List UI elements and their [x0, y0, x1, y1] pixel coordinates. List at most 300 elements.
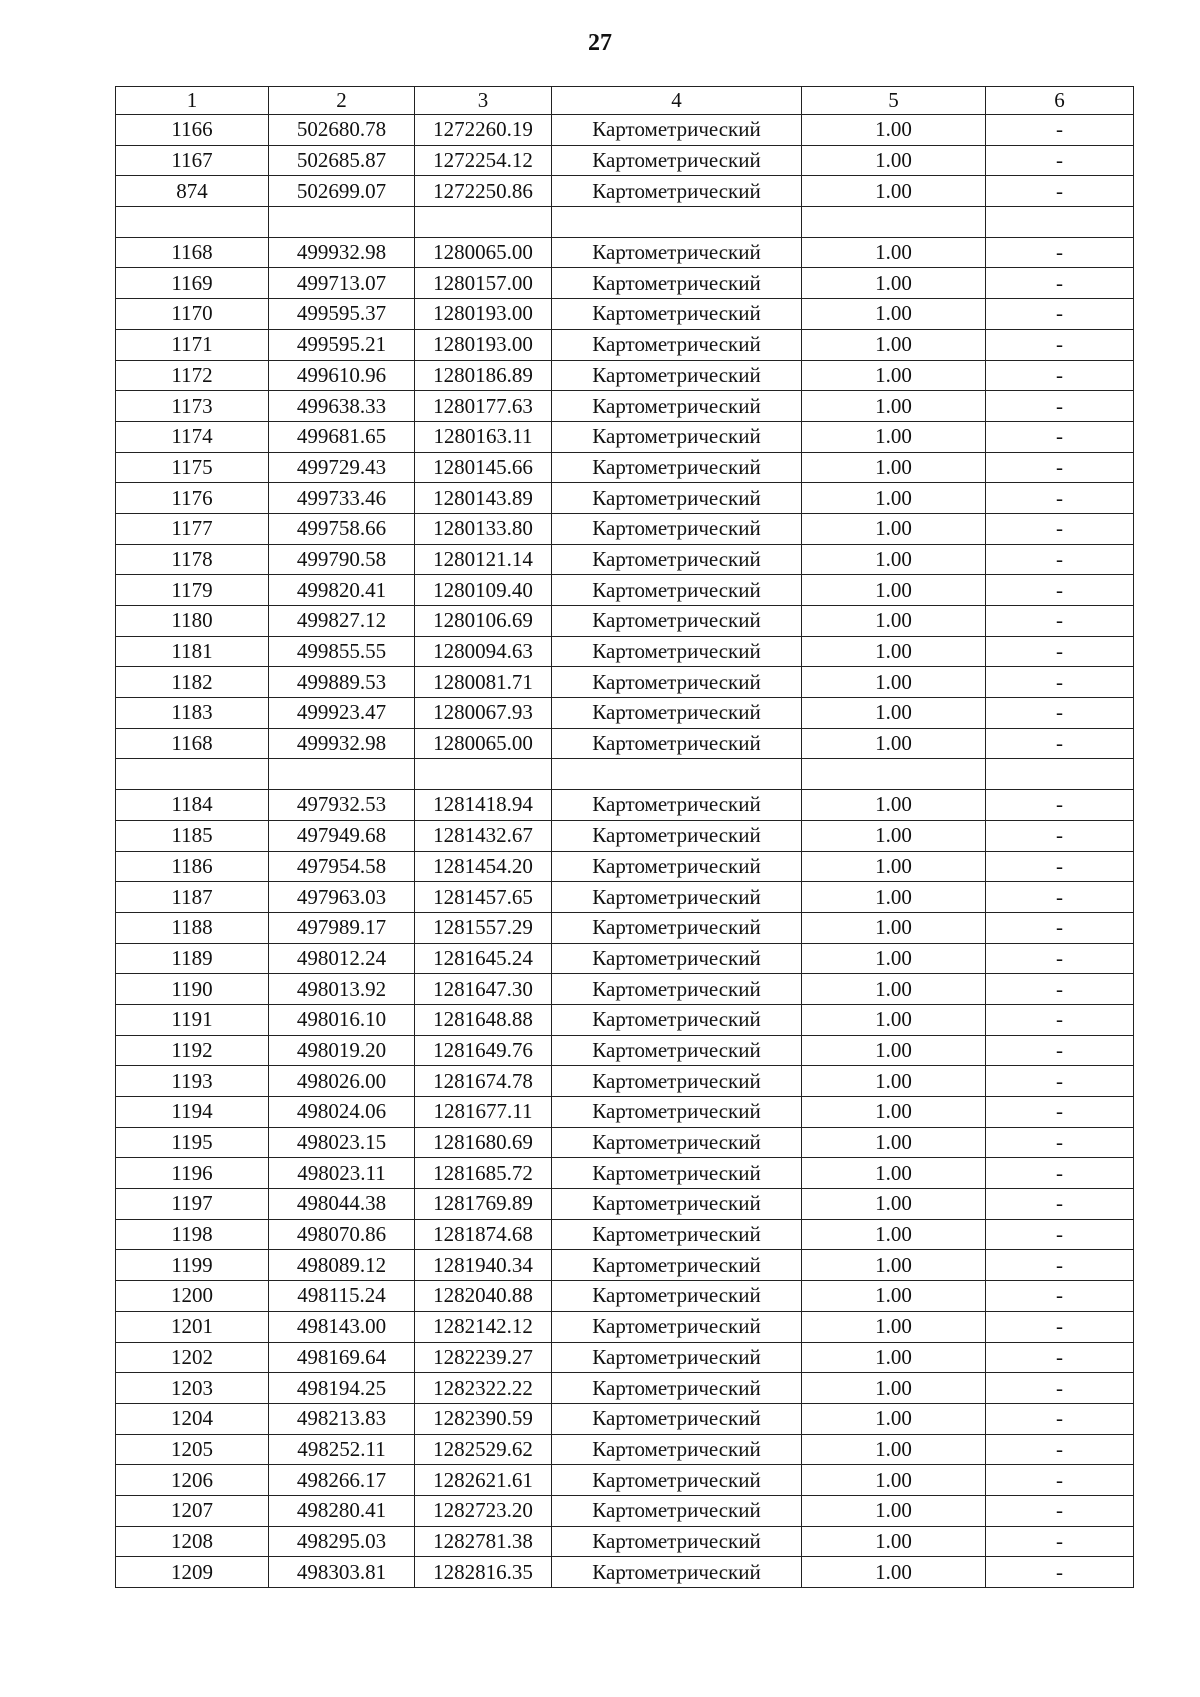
x-coordinate-cell: 499681.65: [269, 421, 415, 452]
method-cell: Картометрический: [552, 1250, 802, 1281]
note-cell: -: [986, 1557, 1134, 1588]
empty-cell: [802, 759, 986, 790]
accuracy-cell: 1.00: [802, 1342, 986, 1373]
note-cell: -: [986, 421, 1134, 452]
column-header: 1: [116, 87, 269, 115]
accuracy-cell: 1.00: [802, 391, 986, 422]
y-coordinate-cell: 1280157.00: [415, 268, 552, 299]
point-number-cell: 1177: [116, 513, 269, 544]
note-cell: -: [986, 1434, 1134, 1465]
table-row: [116, 421, 1134, 452]
accuracy-cell: 1.00: [802, 1127, 986, 1158]
x-coordinate-cell: 502685.87: [269, 145, 415, 176]
accuracy-cell: 1.00: [802, 912, 986, 943]
point-number-cell: 1167: [116, 145, 269, 176]
table-row: [116, 513, 1134, 544]
table-row: [116, 606, 1134, 637]
accuracy-cell: 1.00: [802, 329, 986, 360]
empty-cell: [986, 759, 1134, 790]
table-row: [116, 145, 1134, 176]
point-number-cell: 1189: [116, 943, 269, 974]
x-coordinate-cell: 499638.33: [269, 391, 415, 422]
method-cell: Картометрический: [552, 452, 802, 483]
note-cell: -: [986, 1066, 1134, 1097]
method-cell: Картометрический: [552, 606, 802, 637]
y-coordinate-cell: 1282723.20: [415, 1495, 552, 1526]
table-row: [116, 698, 1134, 729]
column-header: 2: [269, 87, 415, 115]
table-row: [116, 1127, 1134, 1158]
y-coordinate-cell: 1281769.89: [415, 1189, 552, 1220]
x-coordinate-cell: 497989.17: [269, 912, 415, 943]
empty-cell: [986, 207, 1134, 238]
method-cell: Картометрический: [552, 329, 802, 360]
x-coordinate-cell: 497949.68: [269, 820, 415, 851]
accuracy-cell: 1.00: [802, 636, 986, 667]
point-number-cell: 1172: [116, 360, 269, 391]
x-coordinate-cell: 498012.24: [269, 943, 415, 974]
accuracy-cell: 1.00: [802, 544, 986, 575]
point-number-cell: 1183: [116, 698, 269, 729]
method-cell: Картометрический: [552, 851, 802, 882]
x-coordinate-cell: 498303.81: [269, 1557, 415, 1588]
y-coordinate-cell: 1281645.24: [415, 943, 552, 974]
x-coordinate-cell: 499713.07: [269, 268, 415, 299]
accuracy-cell: 1.00: [802, 513, 986, 544]
table-row: [116, 1342, 1134, 1373]
accuracy-cell: 1.00: [802, 575, 986, 606]
note-cell: -: [986, 698, 1134, 729]
accuracy-cell: 1.00: [802, 1035, 986, 1066]
x-coordinate-cell: 497954.58: [269, 851, 415, 882]
point-number-cell: 1187: [116, 882, 269, 913]
point-number-cell: 1205: [116, 1434, 269, 1465]
x-coordinate-cell: 498194.25: [269, 1373, 415, 1404]
accuracy-cell: 1.00: [802, 115, 986, 146]
y-coordinate-cell: 1281557.29: [415, 912, 552, 943]
method-cell: Картометрический: [552, 421, 802, 452]
y-coordinate-cell: 1282239.27: [415, 1342, 552, 1373]
table-row: [116, 360, 1134, 391]
accuracy-cell: 1.00: [802, 943, 986, 974]
point-number-cell: 1190: [116, 974, 269, 1005]
point-number-cell: 1171: [116, 329, 269, 360]
point-number-cell: 1179: [116, 575, 269, 606]
y-coordinate-cell: 1281647.30: [415, 974, 552, 1005]
y-coordinate-cell: 1282390.59: [415, 1403, 552, 1434]
x-coordinate-cell: 498023.15: [269, 1127, 415, 1158]
y-coordinate-cell: 1280145.66: [415, 452, 552, 483]
empty-cell: [552, 207, 802, 238]
point-number-cell: 1174: [116, 421, 269, 452]
accuracy-cell: 1.00: [802, 606, 986, 637]
method-cell: Картометрический: [552, 698, 802, 729]
accuracy-cell: 1.00: [802, 1066, 986, 1097]
accuracy-cell: 1.00: [802, 1373, 986, 1404]
point-number-cell: 1186: [116, 851, 269, 882]
y-coordinate-cell: 1282142.12: [415, 1311, 552, 1342]
method-cell: Картометрический: [552, 667, 802, 698]
method-cell: Картометрический: [552, 1004, 802, 1035]
point-number-cell: 1180: [116, 606, 269, 637]
note-cell: -: [986, 1373, 1134, 1404]
point-number-cell: 1184: [116, 790, 269, 821]
coordinates-table: [115, 86, 1134, 1588]
method-cell: Картометрический: [552, 544, 802, 575]
x-coordinate-cell: 498295.03: [269, 1526, 415, 1557]
table-row: [116, 115, 1134, 146]
y-coordinate-cell: 1281685.72: [415, 1158, 552, 1189]
y-coordinate-cell: 1281680.69: [415, 1127, 552, 1158]
table-row: [116, 790, 1134, 821]
table-row: [116, 1557, 1134, 1588]
separator-row: [116, 207, 1134, 238]
accuracy-cell: 1.00: [802, 1219, 986, 1250]
point-number-cell: 1199: [116, 1250, 269, 1281]
method-cell: Картометрический: [552, 268, 802, 299]
table-row: [116, 268, 1134, 299]
y-coordinate-cell: 1280065.00: [415, 237, 552, 268]
note-cell: -: [986, 1097, 1134, 1128]
x-coordinate-cell: 498266.17: [269, 1465, 415, 1496]
y-coordinate-cell: 1281940.34: [415, 1250, 552, 1281]
accuracy-cell: 1.00: [802, 728, 986, 759]
note-cell: -: [986, 636, 1134, 667]
empty-cell: [269, 207, 415, 238]
method-cell: Картометрический: [552, 1189, 802, 1220]
column-header: 4: [552, 87, 802, 115]
method-cell: Картометрический: [552, 299, 802, 330]
page-number: 27: [588, 30, 612, 56]
column-header: 6: [986, 87, 1134, 115]
x-coordinate-cell: 498016.10: [269, 1004, 415, 1035]
point-number-cell: 1194: [116, 1097, 269, 1128]
accuracy-cell: 1.00: [802, 1250, 986, 1281]
note-cell: -: [986, 1281, 1134, 1312]
table-row: [116, 1097, 1134, 1128]
note-cell: -: [986, 145, 1134, 176]
accuracy-cell: 1.00: [802, 698, 986, 729]
accuracy-cell: 1.00: [802, 1004, 986, 1035]
point-number-cell: 1166: [116, 115, 269, 146]
method-cell: Картометрический: [552, 1557, 802, 1588]
point-number-cell: 1176: [116, 483, 269, 514]
method-cell: Картометрический: [552, 1526, 802, 1557]
y-coordinate-cell: 1282529.62: [415, 1434, 552, 1465]
note-cell: -: [986, 606, 1134, 637]
accuracy-cell: 1.00: [802, 1311, 986, 1342]
x-coordinate-cell: 498070.86: [269, 1219, 415, 1250]
method-cell: Картометрический: [552, 483, 802, 514]
table-row: [116, 820, 1134, 851]
x-coordinate-cell: 499855.55: [269, 636, 415, 667]
note-cell: -: [986, 1526, 1134, 1557]
method-cell: Картометрический: [552, 145, 802, 176]
table-row: [116, 851, 1134, 882]
accuracy-cell: 1.00: [802, 1158, 986, 1189]
x-coordinate-cell: 498169.64: [269, 1342, 415, 1373]
y-coordinate-cell: 1272260.19: [415, 115, 552, 146]
table-row: [116, 912, 1134, 943]
y-coordinate-cell: 1280193.00: [415, 299, 552, 330]
x-coordinate-cell: 498143.00: [269, 1311, 415, 1342]
empty-cell: [552, 759, 802, 790]
x-coordinate-cell: 497963.03: [269, 882, 415, 913]
table-row: [116, 882, 1134, 913]
point-number-cell: 1178: [116, 544, 269, 575]
accuracy-cell: 1.00: [802, 820, 986, 851]
accuracy-cell: 1.00: [802, 145, 986, 176]
point-number-cell: 1175: [116, 452, 269, 483]
accuracy-cell: 1.00: [802, 176, 986, 207]
method-cell: Картометрический: [552, 115, 802, 146]
table-row: [116, 1219, 1134, 1250]
note-cell: -: [986, 882, 1134, 913]
table-row: [116, 1465, 1134, 1496]
table-row: [116, 1004, 1134, 1035]
note-cell: -: [986, 483, 1134, 514]
note-cell: -: [986, 237, 1134, 268]
note-cell: -: [986, 1495, 1134, 1526]
y-coordinate-cell: 1280094.63: [415, 636, 552, 667]
accuracy-cell: 1.00: [802, 1097, 986, 1128]
note-cell: -: [986, 176, 1134, 207]
method-cell: Картометрический: [552, 237, 802, 268]
point-number-cell: 1168: [116, 728, 269, 759]
y-coordinate-cell: 1280081.71: [415, 667, 552, 698]
table-row: [116, 1495, 1134, 1526]
table-row: [116, 1158, 1134, 1189]
accuracy-cell: 1.00: [802, 851, 986, 882]
note-cell: -: [986, 943, 1134, 974]
accuracy-cell: 1.00: [802, 268, 986, 299]
point-number-cell: 1181: [116, 636, 269, 667]
note-cell: -: [986, 851, 1134, 882]
note-cell: -: [986, 299, 1134, 330]
column-header: 5: [802, 87, 986, 115]
note-cell: -: [986, 974, 1134, 1005]
point-number-cell: 1196: [116, 1158, 269, 1189]
y-coordinate-cell: 1282040.88: [415, 1281, 552, 1312]
method-cell: Картометрический: [552, 1403, 802, 1434]
point-number-cell: 1200: [116, 1281, 269, 1312]
point-number-cell: 1185: [116, 820, 269, 851]
note-cell: -: [986, 1219, 1134, 1250]
x-coordinate-cell: 498023.11: [269, 1158, 415, 1189]
accuracy-cell: 1.00: [802, 1403, 986, 1434]
method-cell: Картометрический: [552, 882, 802, 913]
accuracy-cell: 1.00: [802, 882, 986, 913]
method-cell: Картометрический: [552, 1373, 802, 1404]
y-coordinate-cell: 1282816.35: [415, 1557, 552, 1588]
table-header-row: [116, 87, 1134, 115]
y-coordinate-cell: 1280193.00: [415, 329, 552, 360]
y-coordinate-cell: 1281418.94: [415, 790, 552, 821]
table-row: [116, 1403, 1134, 1434]
table-row: [116, 329, 1134, 360]
note-cell: -: [986, 790, 1134, 821]
x-coordinate-cell: 497932.53: [269, 790, 415, 821]
point-number-cell: 1188: [116, 912, 269, 943]
accuracy-cell: 1.00: [802, 299, 986, 330]
accuracy-cell: 1.00: [802, 237, 986, 268]
y-coordinate-cell: 1272250.86: [415, 176, 552, 207]
empty-cell: [116, 759, 269, 790]
empty-cell: [415, 759, 552, 790]
accuracy-cell: 1.00: [802, 1189, 986, 1220]
note-cell: -: [986, 820, 1134, 851]
empty-cell: [116, 207, 269, 238]
y-coordinate-cell: 1281874.68: [415, 1219, 552, 1250]
table-row: [116, 1250, 1134, 1281]
method-cell: Картометрический: [552, 1434, 802, 1465]
note-cell: -: [986, 452, 1134, 483]
table-row: [116, 1434, 1134, 1465]
method-cell: Картометрический: [552, 1097, 802, 1128]
x-coordinate-cell: 499889.53: [269, 667, 415, 698]
method-cell: Картометрический: [552, 575, 802, 606]
x-coordinate-cell: 498280.41: [269, 1495, 415, 1526]
note-cell: -: [986, 728, 1134, 759]
table-row: [116, 943, 1134, 974]
x-coordinate-cell: 498213.83: [269, 1403, 415, 1434]
point-number-cell: 1198: [116, 1219, 269, 1250]
x-coordinate-cell: 498019.20: [269, 1035, 415, 1066]
point-number-cell: 1209: [116, 1557, 269, 1588]
note-cell: -: [986, 575, 1134, 606]
point-number-cell: 1173: [116, 391, 269, 422]
x-coordinate-cell: 498024.06: [269, 1097, 415, 1128]
x-coordinate-cell: 499790.58: [269, 544, 415, 575]
column-header: 3: [415, 87, 552, 115]
note-cell: -: [986, 667, 1134, 698]
note-cell: -: [986, 391, 1134, 422]
y-coordinate-cell: 1281648.88: [415, 1004, 552, 1035]
method-cell: Картометрический: [552, 176, 802, 207]
point-number-cell: 1191: [116, 1004, 269, 1035]
method-cell: Картометрический: [552, 790, 802, 821]
note-cell: -: [986, 268, 1134, 299]
table-row: [116, 575, 1134, 606]
accuracy-cell: 1.00: [802, 1281, 986, 1312]
y-coordinate-cell: 1280163.11: [415, 421, 552, 452]
note-cell: -: [986, 1465, 1134, 1496]
y-coordinate-cell: 1280109.40: [415, 575, 552, 606]
method-cell: Картометрический: [552, 1158, 802, 1189]
accuracy-cell: 1.00: [802, 667, 986, 698]
empty-cell: [415, 207, 552, 238]
note-cell: -: [986, 1035, 1134, 1066]
point-number-cell: 1197: [116, 1189, 269, 1220]
accuracy-cell: 1.00: [802, 1557, 986, 1588]
x-coordinate-cell: 498089.12: [269, 1250, 415, 1281]
y-coordinate-cell: 1282621.61: [415, 1465, 552, 1496]
y-coordinate-cell: 1281454.20: [415, 851, 552, 882]
note-cell: -: [986, 912, 1134, 943]
accuracy-cell: 1.00: [802, 1465, 986, 1496]
accuracy-cell: 1.00: [802, 790, 986, 821]
note-cell: -: [986, 544, 1134, 575]
table-row: [116, 176, 1134, 207]
x-coordinate-cell: 499820.41: [269, 575, 415, 606]
table-row: [116, 391, 1134, 422]
method-cell: Картометрический: [552, 728, 802, 759]
point-number-cell: 1202: [116, 1342, 269, 1373]
note-cell: -: [986, 1004, 1134, 1035]
y-coordinate-cell: 1280143.89: [415, 483, 552, 514]
method-cell: Картометрический: [552, 391, 802, 422]
y-coordinate-cell: 1280133.80: [415, 513, 552, 544]
point-number-cell: 1208: [116, 1526, 269, 1557]
y-coordinate-cell: 1280186.89: [415, 360, 552, 391]
method-cell: Картометрический: [552, 820, 802, 851]
method-cell: Картометрический: [552, 636, 802, 667]
table-row: [116, 1066, 1134, 1097]
table-row: [116, 1035, 1134, 1066]
accuracy-cell: 1.00: [802, 421, 986, 452]
accuracy-cell: 1.00: [802, 452, 986, 483]
table-body: [116, 115, 1134, 1588]
y-coordinate-cell: 1272254.12: [415, 145, 552, 176]
method-cell: Картометрический: [552, 1342, 802, 1373]
method-cell: Картометрический: [552, 1035, 802, 1066]
x-coordinate-cell: 499932.98: [269, 728, 415, 759]
point-number-cell: 1170: [116, 299, 269, 330]
point-number-cell: 1182: [116, 667, 269, 698]
note-cell: -: [986, 329, 1134, 360]
point-number-cell: 1207: [116, 1495, 269, 1526]
y-coordinate-cell: 1280067.93: [415, 698, 552, 729]
table-row: [116, 636, 1134, 667]
y-coordinate-cell: 1281457.65: [415, 882, 552, 913]
x-coordinate-cell: 502699.07: [269, 176, 415, 207]
y-coordinate-cell: 1280065.00: [415, 728, 552, 759]
x-coordinate-cell: 498115.24: [269, 1281, 415, 1312]
x-coordinate-cell: 502680.78: [269, 115, 415, 146]
accuracy-cell: 1.00: [802, 1526, 986, 1557]
x-coordinate-cell: 499733.46: [269, 483, 415, 514]
method-cell: Картометрический: [552, 1495, 802, 1526]
x-coordinate-cell: 499923.47: [269, 698, 415, 729]
table-row: [116, 299, 1134, 330]
point-number-cell: 1192: [116, 1035, 269, 1066]
point-number-cell: 1206: [116, 1465, 269, 1496]
x-coordinate-cell: 499758.66: [269, 513, 415, 544]
x-coordinate-cell: 499595.21: [269, 329, 415, 360]
empty-cell: [269, 759, 415, 790]
y-coordinate-cell: 1281649.76: [415, 1035, 552, 1066]
y-coordinate-cell: 1281674.78: [415, 1066, 552, 1097]
method-cell: Картометрический: [552, 1066, 802, 1097]
x-coordinate-cell: 499932.98: [269, 237, 415, 268]
y-coordinate-cell: 1280121.14: [415, 544, 552, 575]
accuracy-cell: 1.00: [802, 974, 986, 1005]
x-coordinate-cell: 498026.00: [269, 1066, 415, 1097]
y-coordinate-cell: 1281677.11: [415, 1097, 552, 1128]
y-coordinate-cell: 1281432.67: [415, 820, 552, 851]
point-number-cell: 1168: [116, 237, 269, 268]
method-cell: Картометрический: [552, 1219, 802, 1250]
accuracy-cell: 1.00: [802, 1495, 986, 1526]
x-coordinate-cell: 498252.11: [269, 1434, 415, 1465]
table-row: [116, 237, 1134, 268]
table-row: [116, 667, 1134, 698]
note-cell: -: [986, 1311, 1134, 1342]
table-row: [116, 483, 1134, 514]
note-cell: -: [986, 1403, 1134, 1434]
table-row: [116, 1311, 1134, 1342]
method-cell: Картометрический: [552, 1311, 802, 1342]
